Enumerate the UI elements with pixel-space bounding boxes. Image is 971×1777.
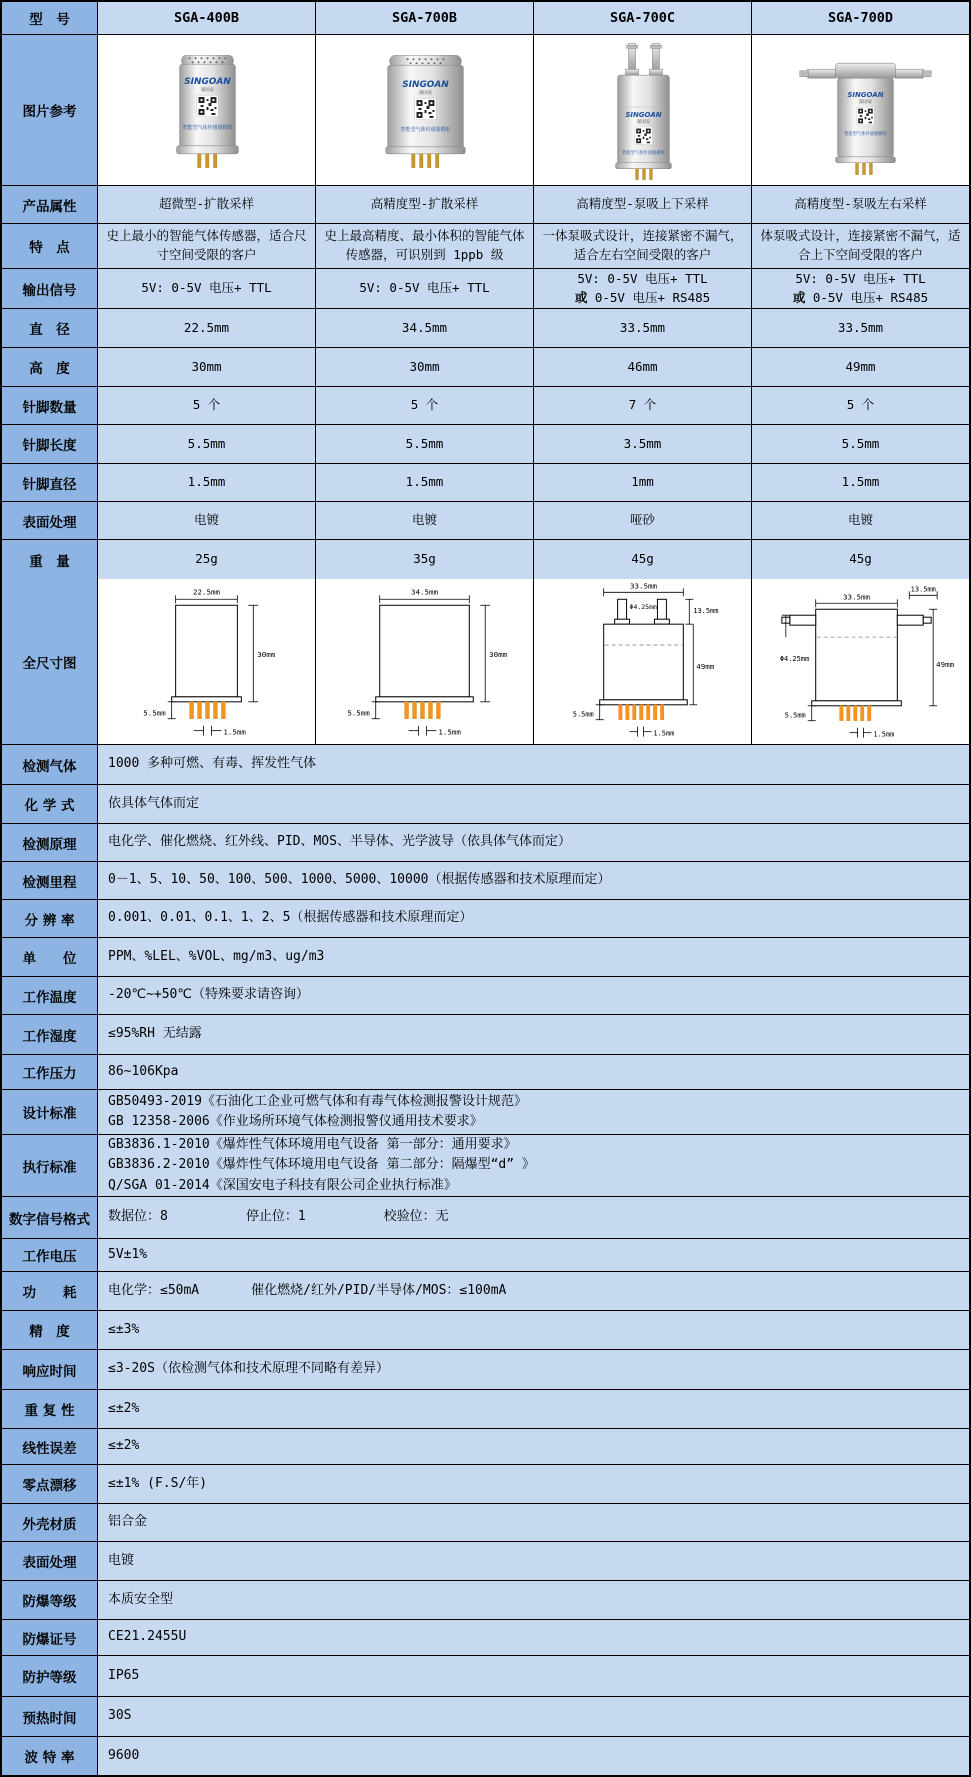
brand-cn-text: 深国安: [636, 119, 651, 125]
spec-value: 5 个: [316, 387, 534, 424]
diagram-cell-sga-400b: [98, 579, 316, 744]
spec-row: [2, 785, 969, 824]
spec-value: 一体泵吸式设计，连接紧密不漏气，适合左右空间受限的客户: [534, 224, 752, 268]
spec-row: [2, 1055, 969, 1090]
spec-value: 5.5mm: [316, 425, 534, 463]
svg-text:49mm: 49mm: [696, 661, 715, 671]
spec-value: GB50493-2019《石油化工企业可燃气体和有毒气体检测报警设计规范》 GB 12358-2006《作业场所环境气体检测报警仪通用技术要求》: [98, 1090, 969, 1134]
spec-value: 哑砂: [534, 502, 752, 539]
spec-value: 5V±1%: [98, 1239, 969, 1271]
spec-value: 5V: 0-5V 电压+ TTL: [98, 269, 316, 308]
photo-cell-sga-700c: [534, 35, 752, 185]
spec-value: 超微型-扩散采样: [98, 186, 316, 223]
row-label: 检测里程: [2, 862, 98, 899]
spec-row: [2, 1697, 969, 1737]
spec-row: [2, 1390, 969, 1429]
spec-value: 1.5mm: [316, 464, 534, 501]
spec-row: [2, 1465, 969, 1504]
spec-value: 电化学、催化燃烧、红外线、PID、MOS、半导体、光学波导（依具体气体而定）: [98, 824, 969, 861]
row-label: 针脚数量: [2, 387, 98, 424]
compare-row: [2, 540, 969, 579]
row-label: 线性误差: [2, 1429, 98, 1464]
svg-text:1.5mm: 1.5mm: [653, 729, 675, 738]
spec-row: [2, 1656, 969, 1697]
row-label: 外壳材质: [2, 1504, 98, 1541]
spec-row: [2, 1581, 969, 1620]
row-label: 全尺寸图: [2, 579, 98, 744]
spec-value: 33.5mm: [752, 309, 969, 347]
spec-row: [2, 745, 969, 785]
spec-value: 34.5mm: [316, 309, 534, 347]
compare-row: [2, 502, 969, 540]
spec-row: [2, 938, 969, 977]
spec-value: 30mm: [316, 348, 534, 386]
photo-cell-sga-700b: [316, 35, 534, 185]
spec-value: 5.5mm: [752, 425, 969, 463]
row-label: 工作压力: [2, 1055, 98, 1089]
compare-row: [2, 269, 969, 309]
svg-text:30mm: 30mm: [257, 650, 276, 660]
spec-row: [2, 1272, 969, 1311]
svg-text:Φ4.25mm: Φ4.25mm: [779, 655, 810, 664]
spec-value: 45g: [534, 540, 752, 579]
brand-text: SINGOAN: [184, 77, 231, 88]
spec-value: 49mm: [752, 348, 969, 386]
svg-text:30mm: 30mm: [489, 650, 508, 660]
spec-row: [2, 1311, 969, 1350]
spec-row: [2, 1620, 969, 1656]
row-label: 图片参考: [2, 35, 98, 185]
svg-text:22.5mm: 22.5mm: [193, 587, 220, 597]
row-label: 设计标准: [2, 1090, 98, 1134]
dimension-diagram-sga-400b: [98, 579, 315, 744]
compare-row: [2, 186, 969, 224]
product-photo-sga-700c-image: [534, 35, 751, 185]
spec-value: 5 个: [98, 387, 316, 424]
spec-value: 铝合金: [98, 1504, 969, 1541]
caption-text: 智能型气体传感器模组: [844, 131, 887, 137]
spec-row: [2, 1090, 969, 1135]
spec-value: ≤±3%: [98, 1311, 969, 1349]
spec-row: [2, 977, 969, 1015]
spec-value: 电镀: [98, 1542, 969, 1580]
spec-value: 30S: [98, 1697, 969, 1736]
size-diagram-row: [2, 579, 969, 745]
svg-text:Φ4.25mm: Φ4.25mm: [629, 603, 657, 612]
row-label: 重 量: [2, 540, 98, 579]
spec-row: [2, 1504, 969, 1542]
row-label: 功 耗: [2, 1272, 98, 1310]
photo-row: [2, 35, 969, 186]
svg-text:1.5mm: 1.5mm: [873, 730, 895, 739]
row-label: 针脚直径: [2, 464, 98, 501]
spec-row: [2, 824, 969, 862]
svg-text:1.5mm: 1.5mm: [223, 727, 246, 737]
product-photo-sga-700b-image: [316, 35, 533, 185]
spec-row: [2, 862, 969, 900]
row-label: 检测气体: [2, 745, 98, 784]
spec-value: 0－1、5、10、50、100、500、1000、5000、10000（根据传感器和技术原理而定）: [98, 862, 969, 899]
spec-value: 5V: 0-5V 电压+ TTL 或 0-5V 电压+ RS485: [752, 269, 969, 308]
header-model-sga-700d: SGA-700D: [752, 2, 969, 34]
header-model-sga-700c: SGA-700C: [534, 2, 752, 34]
spec-value: 35g: [316, 540, 534, 579]
spec-row: [2, 1429, 969, 1465]
row-label: 高 度: [2, 348, 98, 386]
compare-row: [2, 348, 969, 387]
spec-value: 1.5mm: [752, 464, 969, 501]
row-label: 零点漂移: [2, 1465, 98, 1503]
spec-value: 高精度型-扩散采样: [316, 186, 534, 223]
dimension-diagram-sga-700b: [316, 579, 533, 744]
header-model-sga-400b: SGA-400B: [98, 2, 316, 34]
svg-text:5.5mm: 5.5mm: [784, 711, 806, 720]
spec-value: 3.5mm: [534, 425, 752, 463]
row-label: 精 度: [2, 1311, 98, 1349]
table-header-row: [2, 2, 969, 35]
product-photo-sga-700d-image: [752, 35, 969, 185]
svg-text:49mm: 49mm: [936, 659, 955, 669]
dimension-diagram-sga-700c: [534, 579, 751, 744]
spec-value: 33.5mm: [534, 309, 752, 347]
compare-row: [2, 309, 969, 348]
spec-value: IP65: [98, 1656, 969, 1696]
row-label: 直 径: [2, 309, 98, 347]
caption-text: 智能型气体传感器模组: [182, 124, 233, 131]
spec-rows-section: [2, 745, 969, 1775]
spec-value: 1mm: [534, 464, 752, 501]
svg-text:5.5mm: 5.5mm: [572, 710, 594, 719]
caption-text: 智能型气体传感器模组: [400, 126, 451, 133]
spec-row: [2, 1239, 969, 1272]
row-label: 执行标准: [2, 1135, 98, 1196]
row-label: 化 学 式: [2, 785, 98, 823]
product-photo-sga-400b-image: [98, 35, 315, 185]
spec-value: 高精度型-泵吸上下采样: [534, 186, 752, 223]
spec-row: [2, 1542, 969, 1581]
brand-text: SINGOAN: [402, 80, 449, 91]
compare-row: [2, 224, 969, 269]
row-label: 波 特 率: [2, 1737, 98, 1775]
spec-value: 体泵吸式设计，连接紧密不漏气，适合上下空间受限的客户: [752, 224, 969, 268]
spec-value: 史上最小的智能气体传感器，适合尺寸空间受限的客户: [98, 224, 316, 268]
spec-value: 史上最高精度、最小体积的智能气体传感器，可识别到 1ppb 级: [316, 224, 534, 268]
row-label: 检测原理: [2, 824, 98, 861]
spec-value: 0.001、0.01、0.1、1、2、5（根据传感器和技术原理而定）: [98, 900, 969, 937]
spec-value: 9600: [98, 1737, 969, 1775]
spec-value: ≤±2%: [98, 1390, 969, 1428]
spec-value: 5 个: [752, 387, 969, 424]
compare-row: [2, 425, 969, 464]
spec-row: [2, 1197, 969, 1239]
row-label: 分 辨 率: [2, 900, 98, 937]
diagram-cell-sga-700c: [534, 579, 752, 744]
spec-value: 电化学：≤50mA 催化燃烧/红外/PID/半导体/MOS：≤100mA: [98, 1272, 969, 1310]
row-label: 防护等级: [2, 1656, 98, 1696]
spec-value: 高精度型-泵吸左右采样: [752, 186, 969, 223]
spec-row: [2, 1350, 969, 1390]
row-label: 特 点: [2, 224, 98, 268]
row-label: 数字信号格式: [2, 1197, 98, 1238]
row-label: 工作电压: [2, 1239, 98, 1271]
svg-text:34.5mm: 34.5mm: [411, 587, 438, 597]
row-label: 单 位: [2, 938, 98, 976]
spec-row: [2, 1135, 969, 1197]
spec-value: 45g: [752, 540, 969, 579]
spec-value: 数据位：8 停止位：1 校验位：无: [98, 1197, 969, 1238]
header-model-sga-700b: SGA-700B: [316, 2, 534, 34]
svg-text:13.5mm: 13.5mm: [693, 607, 719, 616]
brand-cn-text: 深国安: [418, 91, 433, 97]
spec-value: ≤±2%: [98, 1429, 969, 1464]
compare-row: [2, 387, 969, 425]
brand-cn-text: 深国安: [858, 100, 873, 106]
spec-value: 25g: [98, 540, 316, 579]
spec-value: 22.5mm: [98, 309, 316, 347]
row-label: 针脚长度: [2, 425, 98, 463]
row-label: 防爆证号: [2, 1620, 98, 1655]
brand-text: SINGOAN: [847, 91, 884, 100]
spec-value: 本质安全型: [98, 1581, 969, 1619]
spec-value: -20℃~+50℃（特殊要求请咨询）: [98, 977, 969, 1014]
spec-row: [2, 1015, 969, 1055]
brand-text: SINGOAN: [625, 110, 662, 119]
row-label: 表面处理: [2, 502, 98, 539]
spec-value: 依具体气体而定: [98, 785, 969, 823]
spec-value: CE21.2455U: [98, 1620, 969, 1655]
photo-cell-sga-700d: [752, 35, 969, 185]
row-label: 输出信号: [2, 269, 98, 308]
spec-value: PPM、%LEL、%VOL、mg/m3、ug/m3: [98, 938, 969, 976]
svg-text:13.5mm: 13.5mm: [910, 585, 936, 594]
svg-text:1.5mm: 1.5mm: [438, 727, 461, 737]
spec-value: ≤±1% (F.S/年): [98, 1465, 969, 1503]
spec-row: [2, 900, 969, 938]
spec-value: 86~106Kpa: [98, 1055, 969, 1089]
spec-value: GB3836.1-2010《爆炸性气体环境用电气设备 第一部分：通用要求》 GB3836.2-2010《爆炸性气体环境用电气设备 第二部分：隔爆型“d” 》 Q/SGA 01-2014《深国安电子科技有限公司企业执行标准》: [98, 1135, 969, 1196]
diagram-cell-sga-700b: [316, 579, 534, 744]
spec-value: 7 个: [534, 387, 752, 424]
svg-text:5.5mm: 5.5mm: [143, 708, 166, 718]
spec-value: 1000 多种可燃、有毒、挥发性气体: [98, 745, 969, 784]
spec-value: ≤3-20S（依检测气体和技术原理不同略有差异）: [98, 1350, 969, 1389]
row-label: 预热时间: [2, 1697, 98, 1736]
spec-value: 5V: 0-5V 电压+ TTL: [316, 269, 534, 308]
spec-value: 1.5mm: [98, 464, 316, 501]
compare-row: [2, 464, 969, 502]
row-label: 产品属性: [2, 186, 98, 223]
svg-text:33.5mm: 33.5mm: [843, 592, 870, 602]
photo-cell-sga-400b: [98, 35, 316, 185]
header-model-label: 型 号: [2, 2, 98, 34]
spec-value: 46mm: [534, 348, 752, 386]
caption-text: 智能型气体传感器模组: [622, 150, 665, 156]
spec-value: ≤95%RH 无结露: [98, 1015, 969, 1054]
spec-value: 30mm: [98, 348, 316, 386]
spec-value: 电镀: [316, 502, 534, 539]
spec-value: 5V: 0-5V 电压+ TTL 或 0-5V 电压+ RS485: [534, 269, 752, 308]
row-label: 工作湿度: [2, 1015, 98, 1054]
diagram-cell-sga-700d: [752, 579, 969, 744]
brand-cn-text: 深国安: [200, 88, 215, 94]
svg-text:5.5mm: 5.5mm: [347, 708, 370, 718]
spec-value: 电镀: [98, 502, 316, 539]
row-label: 防爆等级: [2, 1581, 98, 1619]
row-label: 工作温度: [2, 977, 98, 1014]
compare-rows-section: [2, 186, 969, 579]
spec-row: [2, 1737, 969, 1775]
svg-text:33.5mm: 33.5mm: [630, 581, 657, 591]
row-label: 重 复 性: [2, 1390, 98, 1428]
row-label: 表面处理: [2, 1542, 98, 1580]
dimension-diagram-sga-700d: [752, 579, 969, 744]
spec-value: 5.5mm: [98, 425, 316, 463]
spec-value: 电镀: [752, 502, 969, 539]
row-label: 响应时间: [2, 1350, 98, 1389]
